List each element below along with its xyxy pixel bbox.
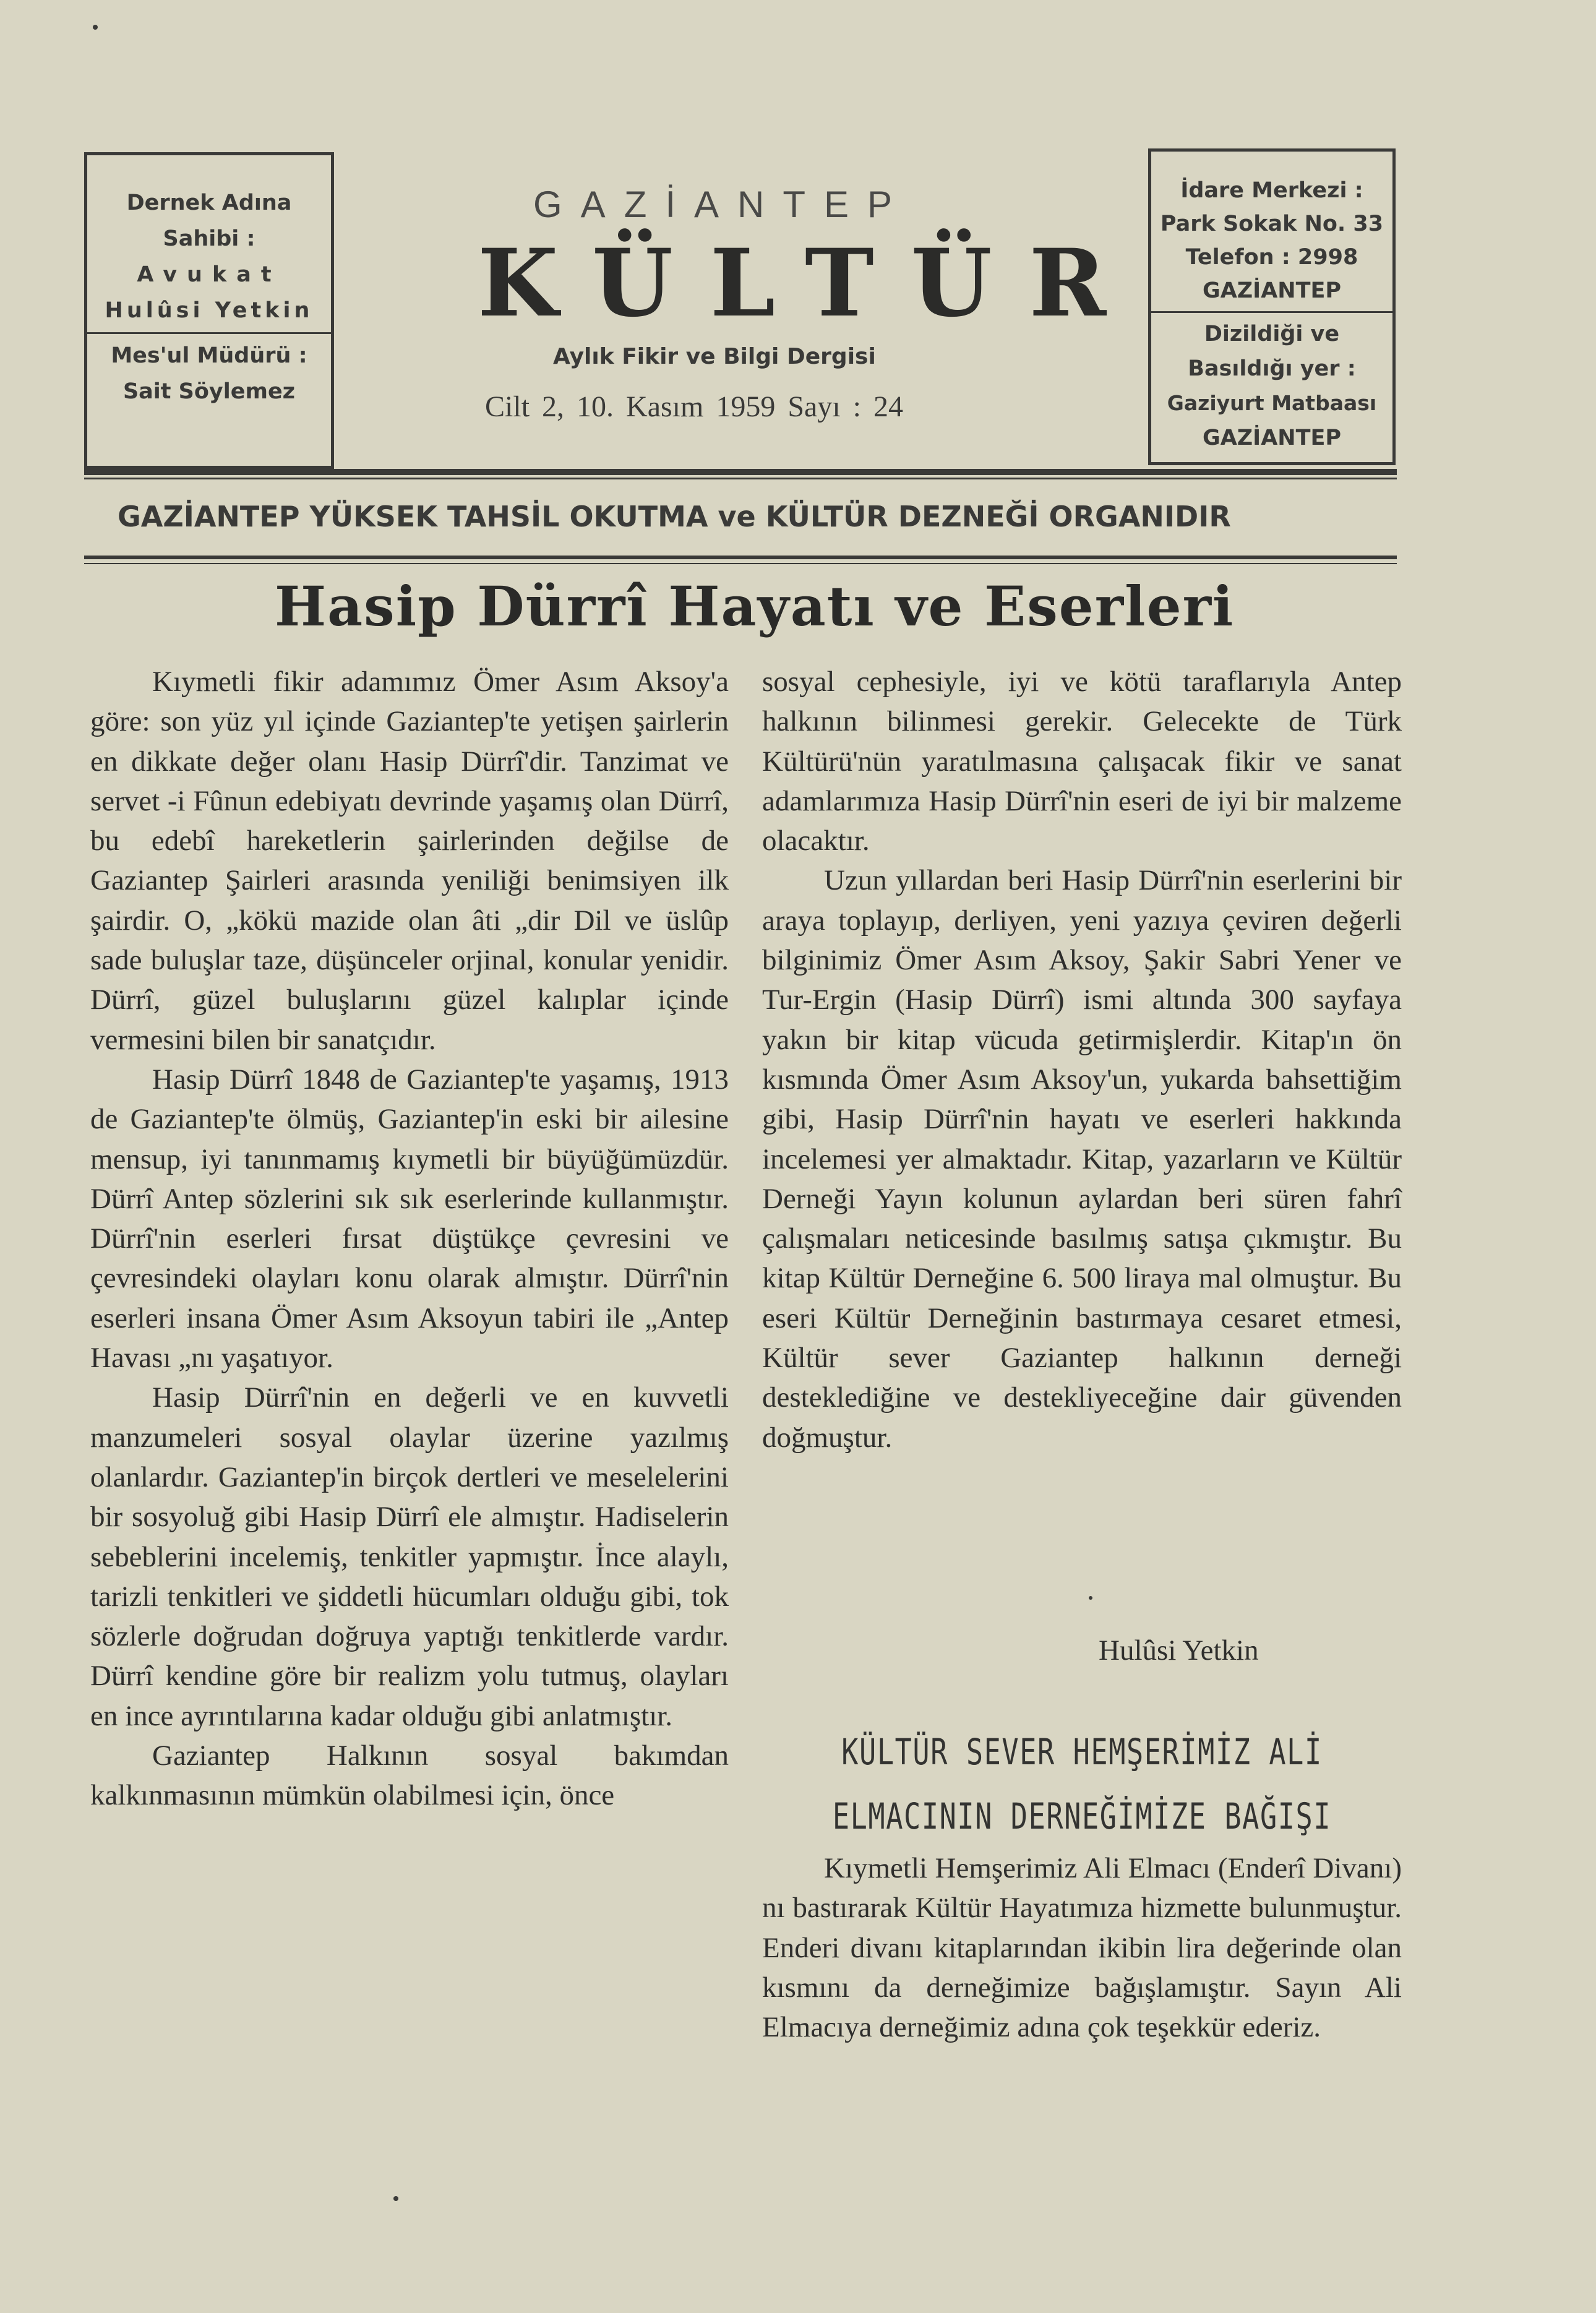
owner-label: Dernek Adına [126, 191, 292, 215]
notice-title-line-2: ELMACININ DERNEĞİMİZE BAĞIŞI [832, 1795, 1332, 1837]
issue-info: Cilt 2, 10. Kasım 1959 Sayı : 24 [485, 390, 904, 423]
article-paragraph: Gaziantep Halkının sosyal bakımdan kalkınmasının mümkün olabilmesi için, önce [90, 1740, 729, 1812]
article-signature: Hulûsi Yetkin [1099, 1634, 1259, 1667]
print-speck [93, 25, 98, 30]
office-label: İdare Merkezi : [1180, 178, 1363, 203]
owner-info-box [84, 152, 334, 469]
article-column-2 [762, 662, 1402, 1457]
office-address: Park Sokak No. 33 [1160, 212, 1384, 236]
article-paragraph: Hasip Dürrî 1848 de Gaziantep'te yaşamış, 1913 de Gaziantep'te ölmüş, Gaziantep'in eski bir ailesine mensup, iyi tanınmamış kıymetli bir büyüğümüzdür. Dürrî Antep sözlerini sık sık eserlerinde kullanmıştır. Dürrî'nin eserleri fırsat düştükçe çevresini ve çevresindeki olayları konu olarak almıştır. Dürrî'nin eserleri insana Ömer Asım Aksoyun tabiri ile „Antep Havası „nı yaşatıyor. [90, 1063, 729, 1375]
editor-name: Sait Söylemez [122, 379, 296, 404]
office-city: GAZİANTEP [1202, 278, 1342, 303]
editor-label: Mes'ul Müdürü : [111, 343, 307, 368]
owner-title: Avukat [137, 262, 281, 287]
masthead-title: KÜLTÜR [478, 229, 1144, 338]
article-paragraph: Uzun yıllardan beri Hasip Dürrî'nin eserlerini bir araya toplayıp, derliyen, yeni yazıya çeviren değerli bilginimiz Ömer Asım Aksoy, Şakir Sabri Yener ve Tur-Ergin (Hasip Dürrî) ismi altında 300 sayfaya yakın bir kitap vücuda getirmişlerdir. Kitap'ın ön kısmında Ömer Asım Aksoy'un, yukarda bahsettiğim gibi, Hasip Dürrî'nin hayatı ve eserleri hakkında incelemesi yer almaktadır. Kitap, yazarların ve Kültür Derneği Yayın kolunun aylardan beri süren fahrî çalışmaları neticesinde basılmış satışa çıkmıştır. Bu kitap Kültür Derneğine 6. 500 liraya mal olmuştur. Bu eseri Kültür Derneğinin bastırmaya cesaret etmesi, Kültür sever Gaziantep halkının derneği desteklediğine ve destekliyeceğine dair güvenden doğmuştur. [762, 864, 1402, 1454]
notice-title [762, 1720, 1402, 1848]
print-speck [393, 2196, 398, 2201]
article-column-1 [90, 662, 729, 1816]
printer-city: GAZİANTEP [1202, 426, 1342, 450]
office-box-divider [1151, 311, 1392, 313]
printer-name: Gaziyurt Matbaası [1167, 391, 1377, 415]
owner-label-cont: Sahibi : [163, 226, 255, 251]
article-paragraph: sosyal cephesiyle, iyi ve kötü taraflarıyla Antep halkının bilinmesi gerekir. Gelecekte de Türk Kültürü'nün yaratılmasına çalışacak fikir ve sanat adamlarımıza Hasip Dürrî'nin eseri de iyi bir malzeme olacaktır. [762, 666, 1402, 857]
notice-paragraph: Kıymetli Hemşerimiz Ali Elmacı (Enderî Divanı) nı bastırarak Kültür Hayatımıza hizmette bulunmuştur. Enderi divanı kitaplarından ikibin lira değerinde olan kısmını da derneğimize bağışlamıştır. Sayın Ali Elmacıya derneğimiz adına çok teşekkür ederiz. [762, 1852, 1402, 2044]
printer-label-cont: Basıldığı yer : [1188, 356, 1356, 381]
owner-name: Hulûsi Yetkin [105, 298, 314, 323]
masthead-subtitle: Aylık Fikir ve Bilgi Dergisi [553, 344, 876, 369]
article-paragraph: Hasip Dürrî'nin en değerli ve en kuvvetli manzumeleri sosyal olaylar üzerine yazılmış olanlardır. Gaziantep'in birçok dertleri ve meselelerini bir sosyoluğ gibi Hasip Dürrî ele almıştır. Hadiselerin sebeblerini incelemiş, tenkitler yapmıştır. İnce alaylı, tarizli tenkitleri ve şiddetli hücumları olduğu gibi, tok sözlerle doğrudan doğruya yaptığı tenkitlerde vardır. Dürrî kendine göre bir realizm yolu tutmuş, olayları en ince ayrıntılarına kadar olduğu gibi anlatmıştır. [90, 1381, 729, 1732]
article-headline: Hasip Dürrî Hayatı ve Eserleri [275, 574, 1235, 638]
office-info-box [1148, 148, 1396, 465]
owner-box-divider [87, 332, 331, 334]
top-rule-thin [84, 478, 1397, 479]
office-phone: Telefon : 2998 [1185, 245, 1358, 270]
masthead-city: GAZİANTEP [533, 184, 911, 225]
bottom-rule [84, 556, 1397, 559]
article-paragraph: Kıymetli fikir adamımız Ömer Asım Aksoy'a göre: son yüz yıl içinde Gaziantep'te yetişen şairlerin en dikkate değer olanı Hasip Dürrî'dir. Tanzimat ve servet -i Fûnun edebiyatı devrinde yaşamış olan Dürrî, bu edebî hareketlerin şairlerinden değilse de Gaziantep Şairleri arasında yeniliği benimsiyen ilk şairdir. O, „kökü mazide olan âti „dir Dil ve üslûp sade buluşlar taze, düşünceler orjinal, konular yenidir. Dürrî, güzel buluşlarını güzel kalıplar içinde vermesini bilen bir sanatçıdır. [90, 666, 729, 1056]
printer-label: Dizildiği ve [1204, 322, 1340, 346]
top-rule [84, 469, 1397, 475]
notice-title-line-1: KÜLTÜR SEVER HEMŞERİMİZ ALİ [841, 1731, 1323, 1773]
notice-body [762, 1848, 1402, 2047]
print-speck [1089, 1596, 1092, 1600]
organ-line: GAZİANTEP YÜKSEK TAHSİL OKUTMA ve KÜLTÜR DEZNEĞİ ORGANIDIR [118, 500, 1231, 533]
bottom-rule-thin [84, 563, 1397, 564]
